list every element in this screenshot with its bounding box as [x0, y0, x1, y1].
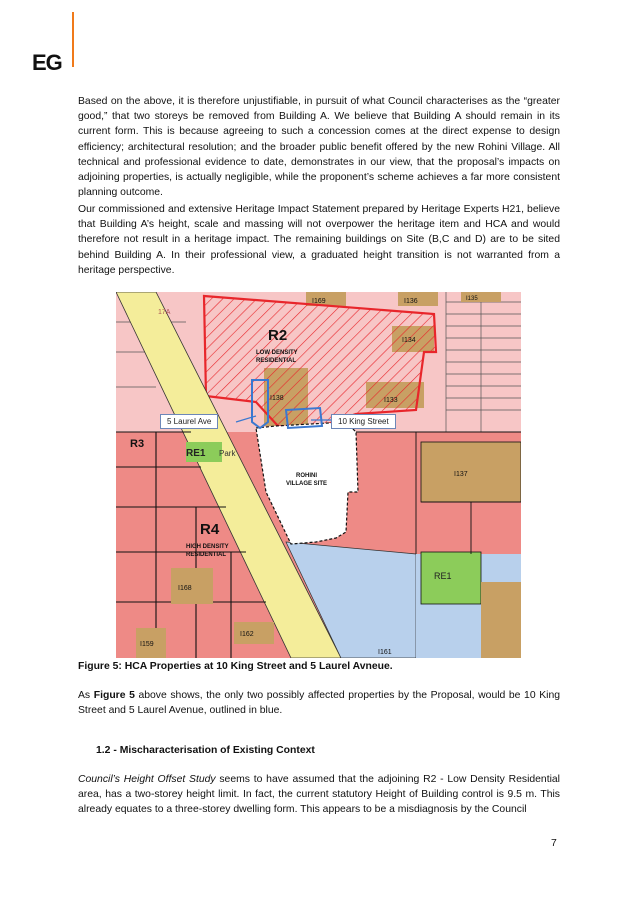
height-offset-study-title: Council’s Height Offset Study: [78, 774, 216, 785]
label-re1-right: RE1: [434, 571, 452, 581]
label-i135: I135: [466, 296, 478, 302]
label-i136: I136: [404, 298, 418, 305]
label-i159: I159: [140, 641, 154, 648]
label-r4: R4: [200, 521, 220, 538]
section-heading: [96, 745, 315, 756]
label-i161: I161: [378, 649, 392, 656]
paragraph-building-a: Based on the above, it is therefore unjustifiable, in pursuit of what Council characterises as the “greater good,” that two storeys be removed from Building A. We believe that Building A should remain in its current form. This is because agreeing to such a concession comes at the direct expense to design efficiency; architectural resolution; and the broader public benefit offered by the new Rohini Village. All technical and professional evidence to date, demonstrates in our view, that the proposal’s impacts on adjoining properties, is actually negligible, while the proponent’s scheme achieves a far more consistent planning outcome.: [78, 96, 560, 199]
label-r4-desc-2: RESIDENTIAL: [186, 552, 227, 558]
figure-ref-prefix: As: [78, 690, 94, 701]
label-r2-desc-1: LOW DENSITY: [256, 350, 298, 356]
label-i134: I134: [402, 337, 416, 344]
figure-ref-link: Figure 5: [93, 690, 135, 701]
label-site-1: ROHINI: [296, 473, 317, 479]
figure-caption-text: HCA Properties at 10 King Street and 5 Laurel Avneue.: [121, 661, 393, 672]
paragraph-heritage-impact: Our commissioned and extensive Heritage Impact Statement prepared by Heritage Experts H21, believe that Building A’s height, scale and massing will not overpower the heritage item and HCA and would therefore not result in a heritage impact. The remaining buildings on Site (B,C and D) are to be sited behind Building A. In their professional view, a graduated height transition is not warranted from a heritage perspective.: [78, 204, 560, 276]
label-i138: I138: [270, 395, 284, 402]
callout-king-street: 10 King Street: [331, 414, 396, 429]
label-site-2: VILLAGE SITE: [286, 481, 328, 487]
figure-caption: [78, 661, 393, 672]
label-r4-desc-1: HIGH DENSITY: [186, 544, 229, 550]
paragraph-figure-reference: [78, 688, 560, 718]
heritage-i137: [421, 442, 521, 502]
section-number: 1.2: [96, 745, 111, 756]
label-r2: R2: [268, 327, 288, 344]
label-17a: 17A: [158, 309, 171, 316]
figure-ref-suffix: above shows, the only two possibly affected properties by the Proposal, would be 10 King Street and 5 Laurel Avenue, outlined in blue.: [78, 690, 561, 717]
zoning-map-figure: [116, 292, 521, 658]
logo-accent-bar: [72, 12, 74, 67]
label-i162: I162: [240, 631, 254, 638]
figure-caption-label: Figure 5:: [78, 661, 122, 672]
label-park: Park: [219, 449, 236, 458]
page-number: 7: [551, 838, 557, 849]
label-r2-desc-2: RESIDENTIAL: [256, 358, 297, 364]
heritage-right-edge: [481, 582, 521, 658]
label-i168: I168: [178, 585, 192, 592]
section-title: - Mischaracterisation of Existing Context: [113, 745, 315, 756]
label-i133: I133: [384, 397, 398, 404]
height-offset-body: seems to have assumed that the adjoining R2 - Low Density Residential area, has a two-storey height limit. In fact, the current statutory Height of Building control is 9.5 m. This already equates to a three-storey dwelling form. This appears to be a misdiagnosis by the Council: [78, 774, 560, 816]
callout-laurel-ave: 5 Laurel Ave: [160, 414, 218, 429]
label-i169: I169: [312, 298, 326, 305]
logo-text: EG: [32, 50, 62, 75]
zoning-map: [116, 292, 521, 658]
label-i137: I137: [454, 471, 468, 478]
label-r3: R3: [130, 438, 145, 450]
label-re1-left: RE1: [186, 448, 206, 459]
paragraph-height-offset: [78, 772, 560, 818]
